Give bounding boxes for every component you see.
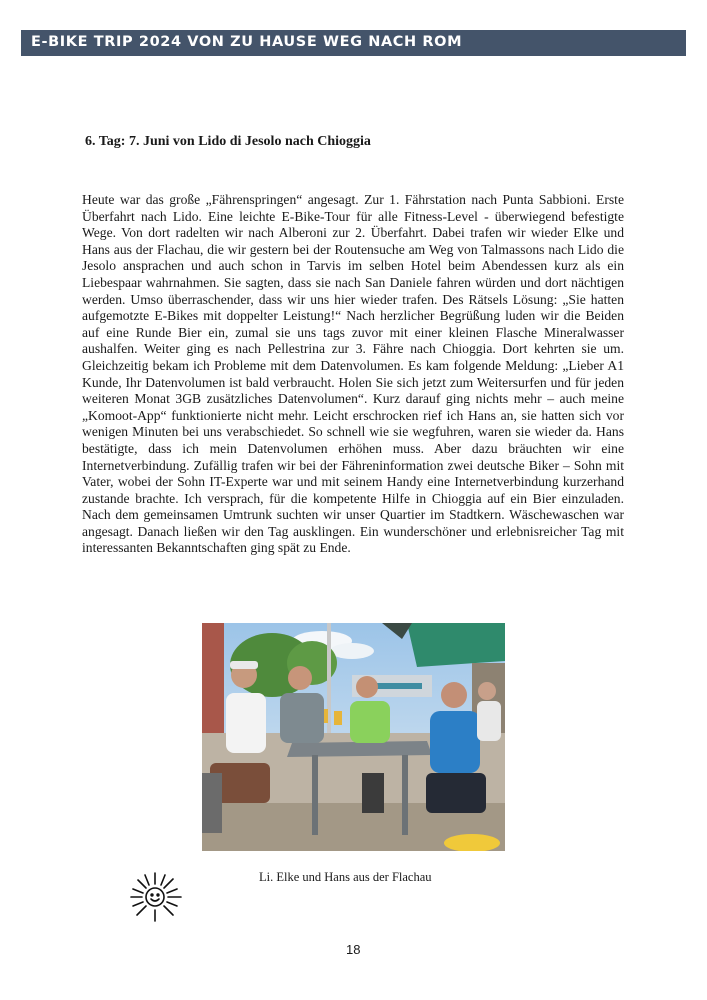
header-bar xyxy=(21,30,686,56)
smiling-sun-icon xyxy=(127,869,187,925)
page-number: 18 xyxy=(346,942,361,957)
body-paragraph: Heute war das große „Fährenspringen“ angesagt. Zur 1. Fährstation nach Punta Sabbioni. Erste Überfahrt nach Lido. Eine leichte E-Bike-Tour für alle Fitness-Level - überwiegend befestigte Wege. Von dort radelten wir nach Alberoni zur 2. Überfahrt. Dabei trafen wir wieder Elke und Hans aus der Flachau, die wir gestern bei der Routensuche am Weg von Talmassons nach Lido die Jesolo ansprachen und auch schon in Tarvis im selben Hotel beim Abendessen kurz als ein Liebespaar wahrnahmen. Sie sagten, dass sie nach San Daniele fahren würden und dort nächtigen werden. Umso überraschender, dass wir uns hier wieder trafen. Des Rätsels Lösung: „Sie hatten aufgemotzte E-Bikes mit doppelter Leistung!“ Nach herzlicher Begrüßung luden wir die Beiden auf eine Runde Bier ein, zumal sie uns tags zuvor mit einer kleinen Flasche Mineralwasser aushalfen. Weiter ging es nach Pellestrina zur 3. Fähre nach Chioggia. Dort kehrten sie um. Gleichzeitig bekam ich Probleme mit dem Datenvolumen. Es kam folgende Meldung: „Lieber A1 Kunde, Ihr Datenvolumen ist bald verbraucht. Holen Sie sich jetzt zum Weitersurfen und für jeden weiteren Monat 3GB zusätzliches Datenvolumen“. Kurz darauf ging nichts mehr – auch meine „Komoot-App“ funktionierte nicht mehr. Leicht erschrocken rief ich Hans an, sie hatten sich vor wenigen Minuten bei uns verabschiedet. So schnell wie sie wegfuhren, waren sie wieder da. Hans bestätigte, dass ich mein Datenvolumen erhöhen muss. Aber dazu bräuchten wir eine Internetverbindung. Zufällig trafen wir bei der Fähreninformation zwei deutsche Biker – Sohn mit Vater, wobei der Sohn IT-Experte war und mit seinem Handy eine Internetverbindung kurzerhand zustande brachte. Ich versprach, für die kompetente Hilfe in Chioggia auf ein Bier einzuladen. Nach dem gemeinsamen Umtrunk suchten wir unser Quartier im Stadtkern. Wäschewaschen war angesagt. Danach ließen wir den Tag ausklingen. Ein wunderschöner und erlebnisreicher Tag mit interessanten Bekanntschaften ging spät zu Ende. xyxy=(82,192,624,556)
photo-caption: Li. Elke und Hans aus der Flachau xyxy=(259,870,432,884)
header-title: E-BIKE TRIP 2024 VON ZU HAUSE WEG NACH ROM xyxy=(31,34,463,50)
group-photo xyxy=(202,623,505,851)
day-heading: 6. Tag: 7. Juni von Lido di Jesolo nach Chioggia xyxy=(85,134,371,149)
